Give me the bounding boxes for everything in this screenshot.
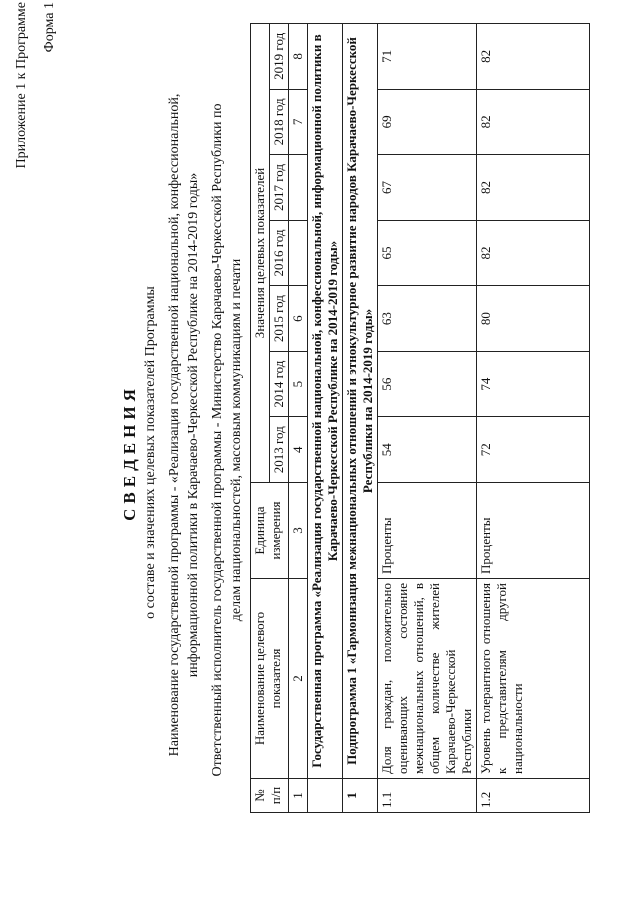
- row-num: 1.2: [477, 779, 590, 813]
- subprogram-title: Подпрограмма 1 «Гармонизация межнациональных отношений и этнокультурное развитие народов Карачаево-Черкесской Республики на 2014-2019 годы»: [343, 24, 378, 779]
- header-unit: Единица измерения: [251, 483, 289, 579]
- row-num: 1.1: [378, 779, 477, 813]
- col-number: 2: [289, 579, 308, 779]
- document-title: СВЕДЕНИЯ: [120, 384, 139, 521]
- col-number: [289, 220, 308, 286]
- row-value: 69: [378, 89, 477, 155]
- col-number: 8: [289, 24, 308, 90]
- row-name: Доля граждан, положительно оценивающих состояние межнациональных отношений, в общем количестве жителей Карачаево-Черкесской Республики: [378, 579, 477, 779]
- row-value: 74: [477, 351, 590, 417]
- program-title: Государственная программа «Реализация государственной национальной, конфессиональной, информационной политики в Карачаево-Черкесской Республике на 2014-2019 годы»: [308, 24, 343, 779]
- year-2013: 2013 год: [270, 417, 289, 483]
- header-name: Наименование целевого показателя: [251, 579, 289, 779]
- col-number: 3: [289, 483, 308, 579]
- header-num: № п/п: [251, 779, 289, 813]
- year-2014: 2014 год: [270, 351, 289, 417]
- col-number: 4: [289, 417, 308, 483]
- row-value: 65: [378, 220, 477, 286]
- col-number: 6: [289, 286, 308, 352]
- row-value: 72: [477, 417, 590, 483]
- year-2019: 2019 год: [270, 24, 289, 90]
- subprogram-row: [343, 24, 378, 813]
- row-name: Уровень толерантного отношения к представителям другой национальности: [477, 579, 590, 779]
- header-values-group: Значения целевых показателей: [251, 24, 270, 483]
- row-value: 56: [378, 351, 477, 417]
- row-unit: Проценты: [477, 483, 590, 579]
- document-subtitle: о составе и значениях целевых показателей Программы: [143, 286, 158, 619]
- col-number: 5: [289, 351, 308, 417]
- subprogram-num: 1: [343, 779, 378, 813]
- executor-text: Ответственный исполнитель государственной программы - Министерство Карачаево-Черкесской Республики по делам национальностей, массовым коммуникациям и печати: [210, 103, 244, 777]
- row-value: 80: [477, 286, 590, 352]
- col-number: 1: [289, 779, 308, 813]
- header-row: [251, 24, 270, 813]
- row-value: 82: [477, 24, 590, 90]
- row-value: 54: [378, 417, 477, 483]
- program-name: Наименование государственной программы - «Реализация государственной национальной, конфессиональной, информационной политики в Карачаево-Черкесской Республике на 2014-2019 годы»: [167, 93, 201, 757]
- year-2015: 2015 год: [270, 286, 289, 352]
- program-row: [308, 24, 343, 813]
- table-row: [477, 24, 590, 813]
- row-value: 63: [378, 286, 477, 352]
- row-unit: Проценты: [378, 483, 477, 579]
- col-number: [289, 155, 308, 221]
- table-row: [378, 24, 477, 813]
- row-value: 82: [477, 89, 590, 155]
- year-2017: 2017 год: [270, 155, 289, 221]
- form-label: Форма 1: [42, 2, 57, 53]
- row-value: 82: [477, 155, 590, 221]
- col-number: 7: [289, 89, 308, 155]
- row-value: 71: [378, 24, 477, 90]
- year-2016: 2016 год: [270, 220, 289, 286]
- indicators-table: [250, 23, 590, 813]
- row-value: 67: [378, 155, 477, 221]
- row-value: 82: [477, 220, 590, 286]
- appendix-label: Приложение 1 к Программе: [14, 2, 29, 169]
- column-numbers-row: [289, 24, 308, 813]
- year-2018: 2018 год: [270, 89, 289, 155]
